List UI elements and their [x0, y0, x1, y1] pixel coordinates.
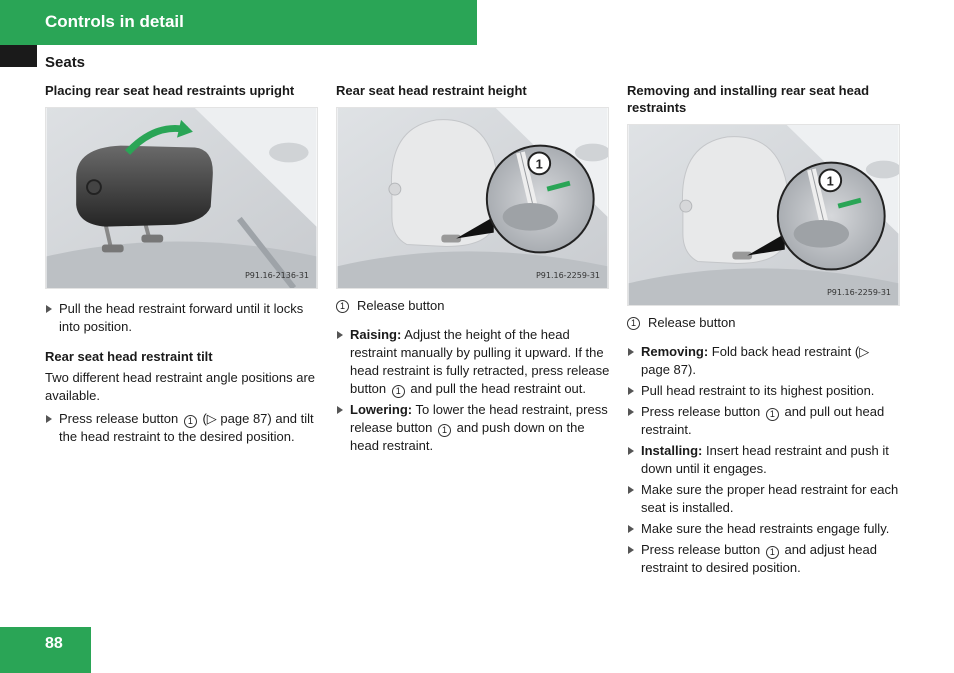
- list-item: Make sure the proper head restraint for each seat is installed.: [627, 481, 901, 517]
- bullet-arrow-icon: [628, 486, 634, 494]
- tilt-steps: [45, 410, 319, 446]
- callout-number-icon: 1: [766, 546, 779, 559]
- head-restraint-tilt-illustration: [46, 108, 317, 288]
- list-item: Make sure the head restraints engage fully.: [627, 520, 901, 538]
- list-item: Pull head restraint to its highest position.: [627, 382, 901, 400]
- bullet-arrow-icon: [628, 525, 634, 533]
- column-removing-installing: [627, 82, 901, 580]
- section-tab-marker: [0, 45, 37, 67]
- figure-caption: 1 Release button: [336, 297, 610, 315]
- figure-head-restraint-height: [336, 107, 609, 289]
- heading-tilt: Rear seat head restraint tilt: [45, 349, 213, 364]
- figure-head-restraint-removal: [627, 124, 900, 306]
- list-item: Removing: Fold back head restraint (▷ page 87).: [627, 343, 901, 379]
- list-item: Press release button 1 and pull out head restraint.: [627, 403, 901, 439]
- removing-installing-steps: [627, 343, 901, 577]
- svg-text:1: 1: [826, 173, 834, 189]
- callout-number-icon: 1: [392, 385, 405, 398]
- bullet-arrow-icon: [628, 447, 634, 455]
- list-item: Press release button 1 (▷ page 87) and tilt the head restraint to the desired position.: [45, 410, 319, 446]
- heading-placing-upright: Placing rear seat head restraints upright: [45, 83, 295, 98]
- tilt-paragraph: Two different head restraint angle positions are available.: [45, 370, 316, 403]
- svg-text:1: 1: [535, 156, 543, 172]
- callout-number-icon: 1: [336, 300, 349, 313]
- callout-number-icon: 1: [438, 424, 451, 437]
- callout-number-icon: 1: [627, 317, 640, 330]
- bullet-arrow-icon: [337, 406, 343, 414]
- list-item: Raising: Adjust the height of the head restraint manually by pulling it upward. If the head restraint is fully retracted, press release button 1 and pull the head restraint out.: [336, 326, 610, 398]
- bullet-arrow-icon: [46, 305, 52, 313]
- page-number: 88: [45, 635, 63, 652]
- figure-code: P91.16-2259-31: [826, 288, 891, 297]
- upright-steps: [45, 300, 319, 336]
- bullet-arrow-icon: [628, 408, 634, 416]
- bullet-arrow-icon: [337, 331, 343, 339]
- release-button-detail-illustration: [628, 125, 899, 305]
- figure-head-restraint-upright: [45, 107, 318, 289]
- release-button-detail-illustration: [337, 108, 608, 288]
- callout-number-icon: 1: [766, 408, 779, 421]
- list-item: Press release button 1 and adjust head restraint to desired position.: [627, 541, 901, 577]
- figure-caption: 1 Release button: [627, 314, 901, 332]
- chapter-header-bar: [0, 0, 477, 45]
- chapter-title: Controls in detail: [45, 12, 184, 31]
- page-number-box: [0, 627, 91, 673]
- column-height: [336, 82, 610, 458]
- bullet-arrow-icon: [628, 387, 634, 395]
- bullet-arrow-icon: [46, 415, 52, 423]
- callout-number-icon: 1: [184, 415, 197, 428]
- section-title: Seats: [45, 54, 86, 71]
- heading-removing-installing: Removing and installing rear seat head restraints: [627, 83, 870, 115]
- list-item: Installing: Insert head restraint and push it down until it engages.: [627, 442, 901, 478]
- heading-height: Rear seat head restraint height: [336, 83, 527, 98]
- list-item: Lowering: To lower the head restraint, press release button 1 and push down on the head restraint.: [336, 401, 610, 455]
- bullet-arrow-icon: [628, 348, 634, 356]
- height-steps: [336, 326, 610, 455]
- figure-code: P91.16-2136-31: [244, 271, 309, 280]
- bullet-arrow-icon: [628, 546, 634, 554]
- list-item: Pull the head restraint forward until it locks into position.: [45, 300, 319, 336]
- column-placing-upright: [45, 82, 319, 449]
- figure-code: P91.16-2259-31: [535, 271, 600, 280]
